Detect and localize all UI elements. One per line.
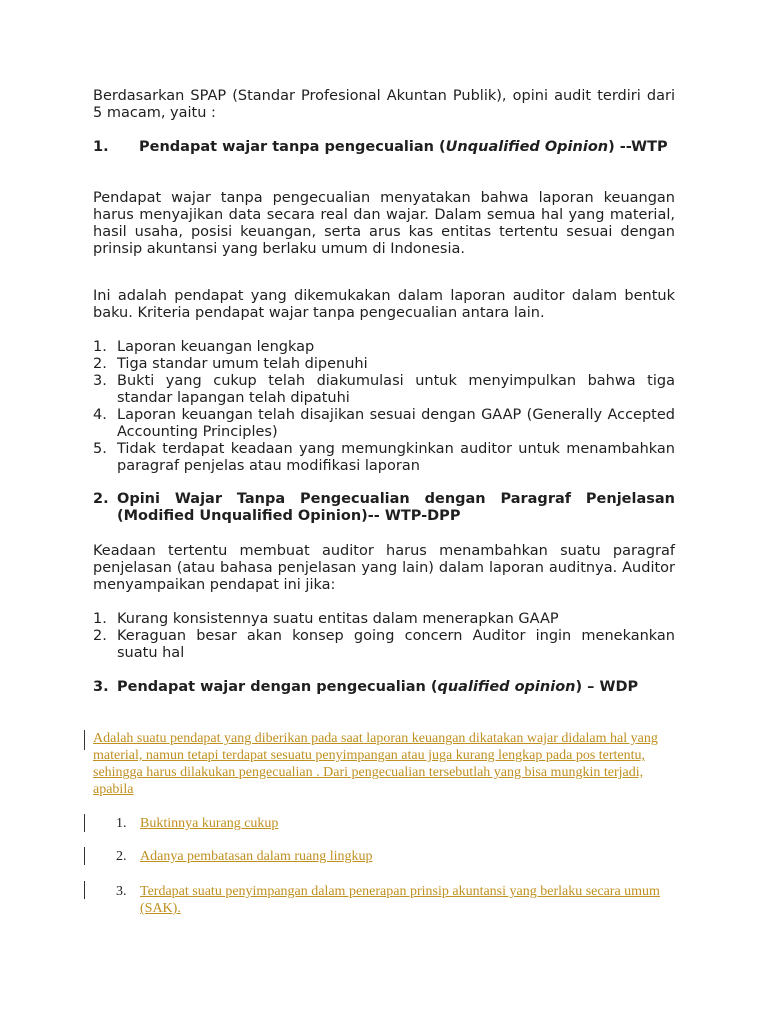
section-1-number: 1. (93, 139, 109, 155)
list-item: 2. Keraguan besar akan konsep going concern Auditor ingin menekankan suatu hal (93, 628, 675, 661)
list-item: 1. Kurang konsistennya suatu entitas dalam menerapkan GAAP (93, 611, 559, 627)
list-item: 5. Tidak terdapat keadaan yang memungkinkan auditor untuk menambahkan paragraf penjelas atau modifikasi laporan (93, 441, 675, 474)
intro-paragraph: Berdasarkan SPAP (Standar Profesional Akuntan Publik), opini audit terdiri dari 5 macam, yaitu : (93, 88, 675, 121)
section-3-list-item-1: 1. Buktinnya kurang cukup (116, 816, 279, 831)
section-3-heading-suffix: ) – WDP (575, 679, 639, 695)
section-3-paragraph: Adalah suatu pendapat yang diberikan pada saat laporan keuangan dikatakan wajar didalam hal yang material, namun tetapi terdapat sesuatu penyimpangan atau juga kurang lengkap pada pos tertentu, sehingga harus dilakukan pengecualian . Dari pengecualian tersebutlah yang bisa mungkin terjadi, apabila (93, 731, 658, 797)
change-bar (84, 730, 85, 750)
section-2-paragraph: Keadaan tertentu membuat auditor harus menambahkan suatu paragraf penjelasan (atau bahasa penjelasan yang lain) dalam laporan auditnya. Auditor menyampaikan pendapat ini jika: (93, 543, 675, 593)
section-2-number: 2. (93, 491, 109, 507)
section-1-criteria-list (93, 339, 675, 475)
section-1-paragraph-1: Pendapat wajar tanpa pengecualian menyatakan bahwa laporan keuangan harus menyajikan data secara real dan wajar. Dalam semua hal yang material, hasil usaha, posisi keuangan, serta arus kas entitas tertentu sesuai dengan prinsip akuntansi yang berlaku umum di Indonesia. (93, 190, 675, 257)
change-bar (84, 814, 85, 832)
section-3-list-item-3: 3. Terdapat suatu penyimpangan dalam penerapan prinsip akuntansi yang berlaku secara umum (SAK). (116, 884, 660, 916)
section-1-paragraph-2: Ini adalah pendapat yang dikemukakan dalam laporan auditor dalam bentuk baku. Kriteria pendapat wajar tanpa pengecualian antara lain. (93, 288, 675, 321)
list-item: 1. Laporan keuangan lengkap (93, 339, 315, 355)
list-item: 3. Bukti yang cukup telah diakumulasi untuk menyimpulkan bahwa tiga standar lapangan telah dipatuhi (93, 373, 675, 406)
change-bar (84, 847, 85, 865)
section-1-heading-text: Pendapat wajar tanpa pengecualian ( (139, 139, 446, 155)
change-bar (84, 881, 85, 899)
section-3-list-item-2: 2. Adanya pembatasan dalam ruang lingkup (116, 849, 373, 864)
list-item: 2. Tiga standar umum telah dipenuhi (93, 356, 368, 372)
section-2-heading (93, 491, 675, 525)
section-1-heading-suffix: ) --WTP (608, 139, 668, 155)
section-2-heading-text: Opini Wajar Tanpa Pengecualian dengan Paragraf Penjelasan (Modified Unqualified Opinion)-- WTP-DPP (117, 491, 675, 524)
section-3-heading (93, 679, 675, 696)
section-2-conditions-list (93, 611, 675, 662)
list-item: 4. Laporan keuangan telah disajikan sesuai dengan GAAP (Generally Accepted Accounting Principles) (93, 407, 675, 440)
section-3-heading-italic: qualified opinion (437, 679, 576, 695)
section-1-heading-italic: Unqualified Opinion (445, 139, 609, 155)
section-3-heading-text: Pendapat wajar dengan pengecualian ( (117, 679, 438, 695)
section-3-number: 3. (93, 679, 109, 695)
section-1-heading (93, 139, 675, 156)
